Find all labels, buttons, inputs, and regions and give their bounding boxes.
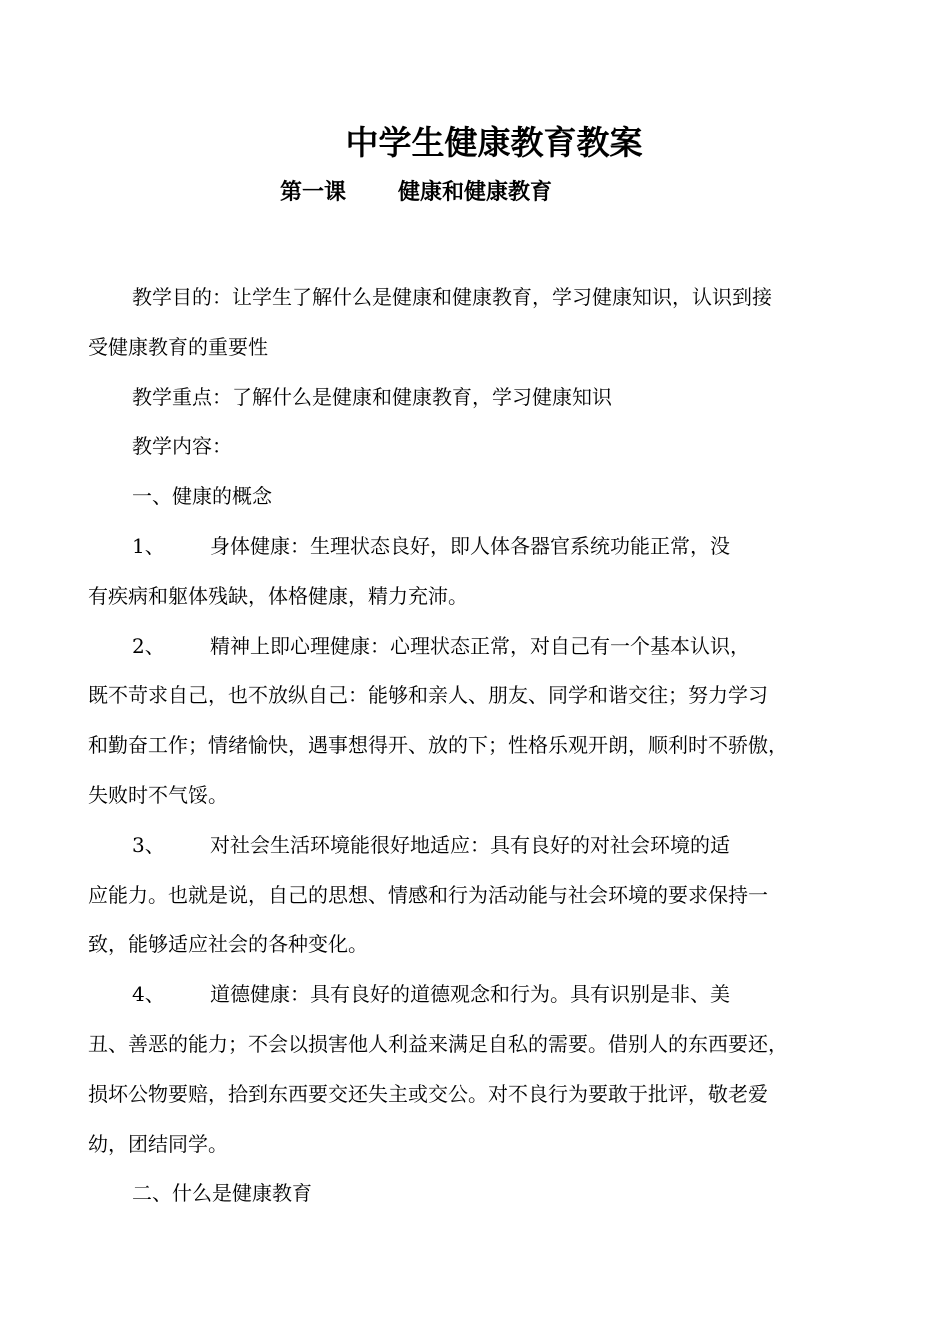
section-2-heading: 二、什么是健康教育 <box>132 1181 312 1206</box>
section-1-heading: 一、健康的概念 <box>132 484 272 509</box>
item-4-line-1 <box>88 970 868 1020</box>
item-3-line-2: 应能力。也就是说，自己的思想、情感和行为活动能与社会环境的要求保持一 <box>88 882 768 907</box>
document-title: 中学生健康教育教案 <box>345 123 643 162</box>
item-2-line-1 <box>88 622 868 672</box>
lesson-name: 健康和健康教育 <box>398 179 553 205</box>
item-3-line-3: 致，能够适应社会的各种变化。 <box>88 932 368 957</box>
objective-line-1: 教学目的：让学生了解什么是健康和健康教育，学习健康知识，认识到接 <box>132 285 772 309</box>
item-2-text: 精神上即心理健康：心理状态正常，对自己有一个基本认识， <box>210 633 750 658</box>
item-2-line-4: 失败时不气馁。 <box>88 782 228 807</box>
item-4-line-3: 损坏公物要赔，拾到东西要交还失主或交公。对不良行为要敢于批评，敬老爱 <box>88 1081 768 1106</box>
item-1-line-2: 有疾病和躯体残缺，体格健康，精力充沛。 <box>88 583 468 608</box>
item-4-number: 4、 <box>132 982 165 1007</box>
objective-line-2: 受健康教育的重要性 <box>88 334 268 359</box>
item-3-number: 3、 <box>132 832 165 857</box>
item-1-text: 身体健康：生理状态良好，即人体各器官系统功能正常，没 <box>210 533 730 558</box>
item-2-line-2: 既不苛求自己，也不放纵自己：能够和亲人、朋友、同学和谐交往；努力学习 <box>88 683 768 708</box>
item-2-line-3: 和勤奋工作；情绪愉快，遇事想得开、放的下；性格乐观开朗，顺利时不骄傲， <box>88 733 788 758</box>
item-1-line-1 <box>88 522 868 572</box>
item-3-line-1 <box>88 821 868 871</box>
lesson-heading <box>280 174 552 210</box>
lesson-number: 第一课 <box>280 179 347 205</box>
content-label: 教学内容： <box>132 434 232 459</box>
document-body <box>88 273 868 1219</box>
item-3-text: 对社会生活环境能很好地适应：具有良好的对社会环境的适 <box>210 832 730 857</box>
item-4-line-2: 丑、善恶的能力；不会以损害他人利益来满足自私的需要。借别人的东西要还， <box>88 1031 788 1056</box>
item-2-number: 2、 <box>132 633 165 658</box>
item-4-text: 道德健康：具有良好的道德观念和行为。具有识别是非、美 <box>210 982 730 1007</box>
item-4-line-4: 幼，团结同学。 <box>88 1131 228 1156</box>
item-1-number: 1、 <box>132 533 165 558</box>
key-point: 教学重点：了解什么是健康和健康教育，学习健康知识 <box>132 384 612 409</box>
